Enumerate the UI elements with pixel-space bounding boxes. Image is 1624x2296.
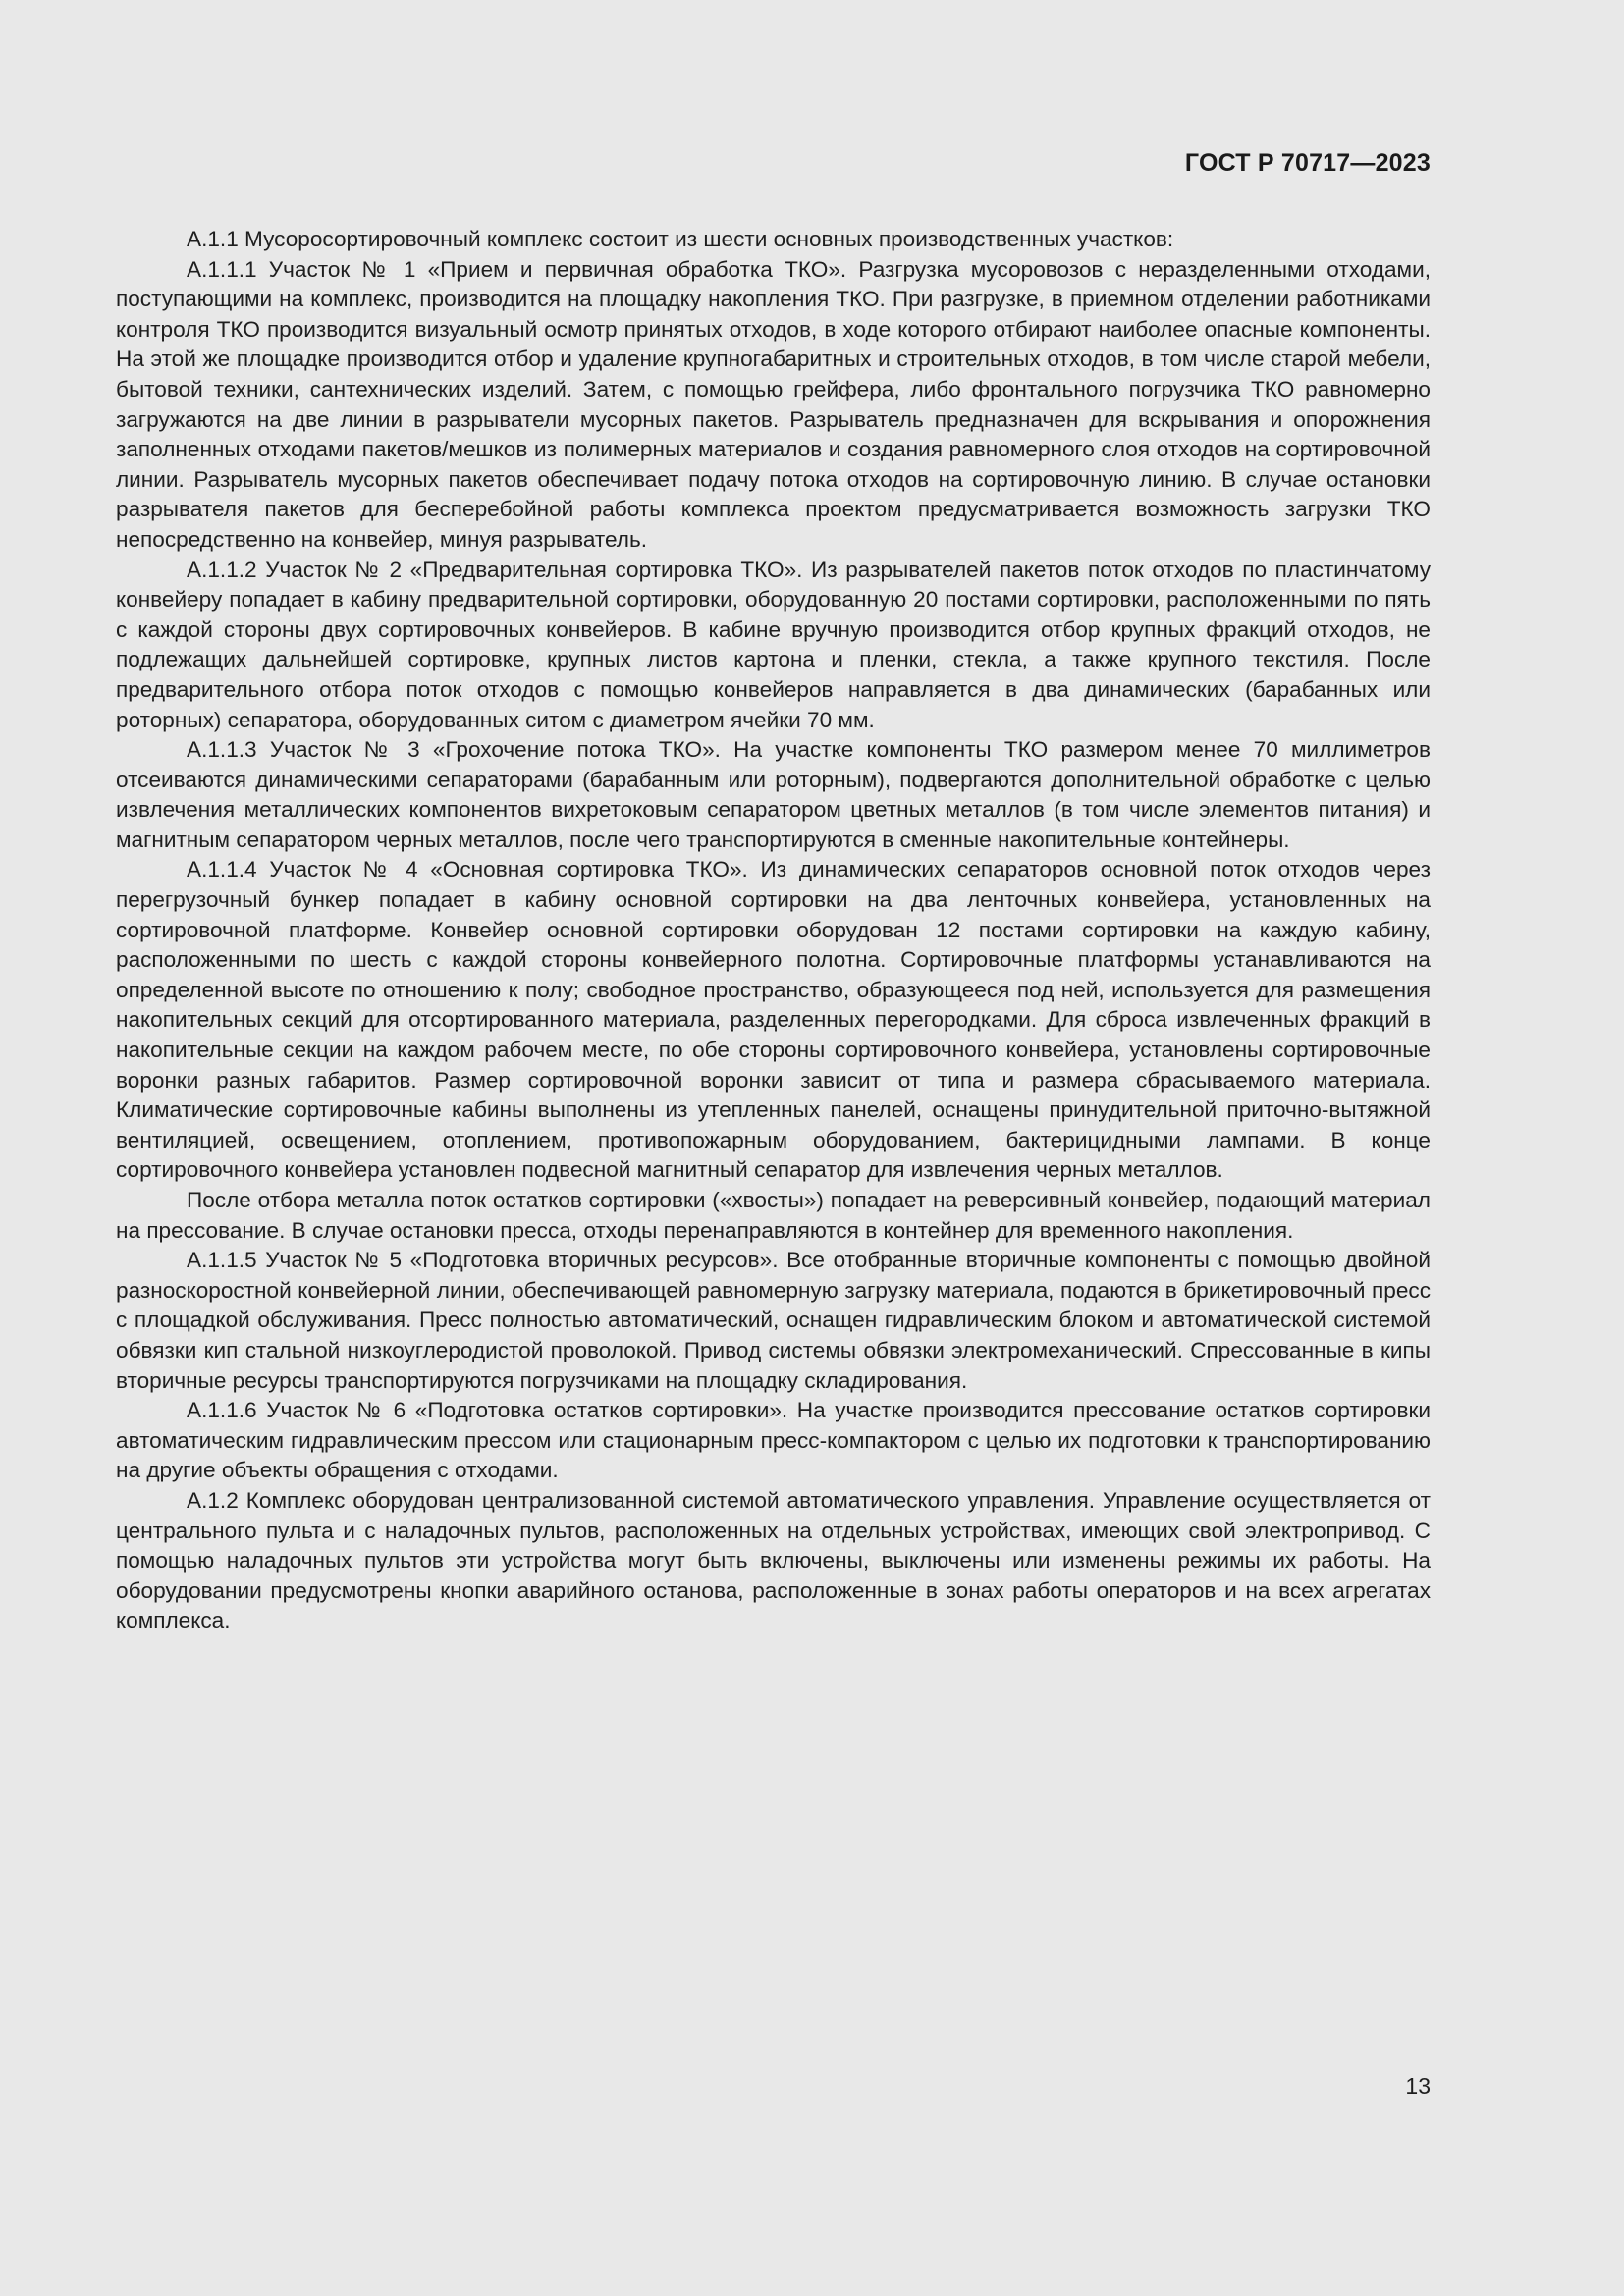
paragraph-a-1-1: А.1.1 Мусоросортировочный комплекс состоит из шести основных производственных участков: [187, 227, 1174, 251]
paragraph-tails: После отбора металла поток остатков сортировки («хвосты») попадает на реверсивный конвейер, подающий материал на прессование. В случае остановки пресса, отходы перенаправляются в контейнер для временного накопления. [116, 1188, 1431, 1243]
paragraph-a-1-1-2: А.1.1.2 Участок № 2 «Предварительная сортировка ТКО». Из разрывателей пакетов поток отходов по пластинчатому конвейеру попадает в кабину предварительной сортировки, оборудованную 20 постами сортировки, расположенными по пять с каждой стороны двух сортировочных конвейеров. В кабине вручную производится отбор крупных фракций отходов, не подлежащих дальнейшей сортировке, крупных листов картона и пленки, стекла, а также крупного текстиля. После предварительного отбора поток отходов с помощью конвейеров направляется в два динамических (барабанных или роторных) сепаратора, оборудованных ситом с диаметром ячейки 70 мм. [116, 557, 1431, 732]
paragraph-a-1-2: А.1.2 Комплекс оборудован централизованной системой автоматического управления. Управление осуществляется от центрального пульта и с наладочных пультов, расположенных на отдельных устройствах, имеющих свой электропривод. С помощью наладочных пультов эти устройства могут быть включены, выключены или изменены режимы их работы. На оборудовании предусмотрены кнопки аварийного останова, расположенные в зонах работы операторов и на всех агрегатах комплекса. [116, 1487, 1431, 1633]
paragraph-a-1-1-5: А.1.1.5 Участок № 5 «Подготовка вторичных ресурсов». Все отобранные вторичные компоненты с помощью двойной разноскоростной конвейерной линии, обеспечивающей равномерную загрузку материала, подаются в брикетировочный пресс с площадкой обслуживания. Пресс полностью автоматический, оснащен гидравлическим блоком и автоматической системой обвязки кип стальной низкоуглеродистой проволокой. Привод системы обвязки электромеханический. Спрессованные в кипы вторичные ресурсы транспортируются погрузчиками на площадку складирования. [116, 1248, 1431, 1393]
paragraph-a-1-1-4: А.1.1.4 Участок № 4 «Основная сортировка ТКО». Из динамических сепараторов основной поток отходов через перегрузочный бункер попадает в кабину основной сортировки на два ленточных конвейера, установленных на сортировочной платформе. Конвейер основной сортировки оборудован 12 постами сортировки на каждую кабину, расположенными по шесть с каждой стороны конвейерного полотна. Сортировочные платформы устанавливаются на определенной высоте по отношению к полу; свободное пространство, образующееся под ней, используется для размещения накопительных секций для отсортированного материала, разделенных перегородками. Для сброса извлеченных фракций в накопительные секции на каждом рабочем месте, по обе стороны сортировочного конвейера, установлены сортировочные воронки разных габаритов. Размер сортировочной воронки зависит от типа и размера сбрасываемого материала. Климатические сортировочные кабины выполнены из утепленных панелей, оснащены принудительной приточно-вытяжной вентиляцией, освещением, отоплением, противопожарным оборудованием, бактерицидными лампами. В конце сортировочного конвейера установлен подвесной магнитный сепаратор для извлечения черных металлов. [116, 857, 1431, 1183]
paragraph-a-1-1-1: А.1.1.1 Участок № 1 «Прием и первичная обработка ТКО». Разгрузка мусоровозов с неразделенными отходами, поступающими на комплекс, производится на площадку накопления ТКО. При разгрузке, в приемном отделении работниками контроля ТКО производится визуальный осмотр принятых отходов, в ходе которого отбирают наиболее опасные компоненты. На этой же площадке производится отбор и удаление крупногабаритных и строительных отходов, в том числе старой мебели, бытовой техники, сантехнических изделий. Затем, с помощью грейфера, либо фронтального погрузчика ТКО равномерно загружаются на две линии в разрыватели мусорных пакетов. Разрыватель предназначен для вскрывания и опорожнения заполненных отходами пакетов/мешков из полимерных материалов и создания равномерного слоя отходов на сортировочной линии. Разрыватель мусорных пакетов обеспечивает подачу потока отходов на сортировочную линию. В случае остановки разрывателя пакетов для бесперебойной работы комплекса проектом предусматривается возможность загрузки ТКО непосредственно на конвейер, минуя разрыватель. [116, 256, 1431, 552]
paragraph-a-1-1-6: А.1.1.6 Участок № 6 «Подготовка остатков сортировки». На участке производится прессование остатков сортировки автоматическим гидравлическим прессом или стационарным пресс-компактором с целью их подготовки к транспортированию на другие объекты обращения с отходами. [116, 1398, 1431, 1483]
document-body [116, 225, 1431, 1636]
document-code-header: ГОСТ Р 70717—2023 [1184, 149, 1431, 177]
page-number: 13 [1405, 2073, 1431, 2099]
paragraph-a-1-1-3: А.1.1.3 Участок № 3 «Грохочение потока ТКО». На участке компоненты ТКО размером менее 70 миллиметров отсеиваются динамическими сепараторами (барабанным или роторным), подвергаются дополнительной обработке с целью извлечения металлических компонентов вихретоковым сепаратором цветных металлов (в том числе элементов питания) и магнитным сепаратором черных металлов, после чего транспортируются в сменные накопительные контейнеры. [116, 737, 1431, 852]
